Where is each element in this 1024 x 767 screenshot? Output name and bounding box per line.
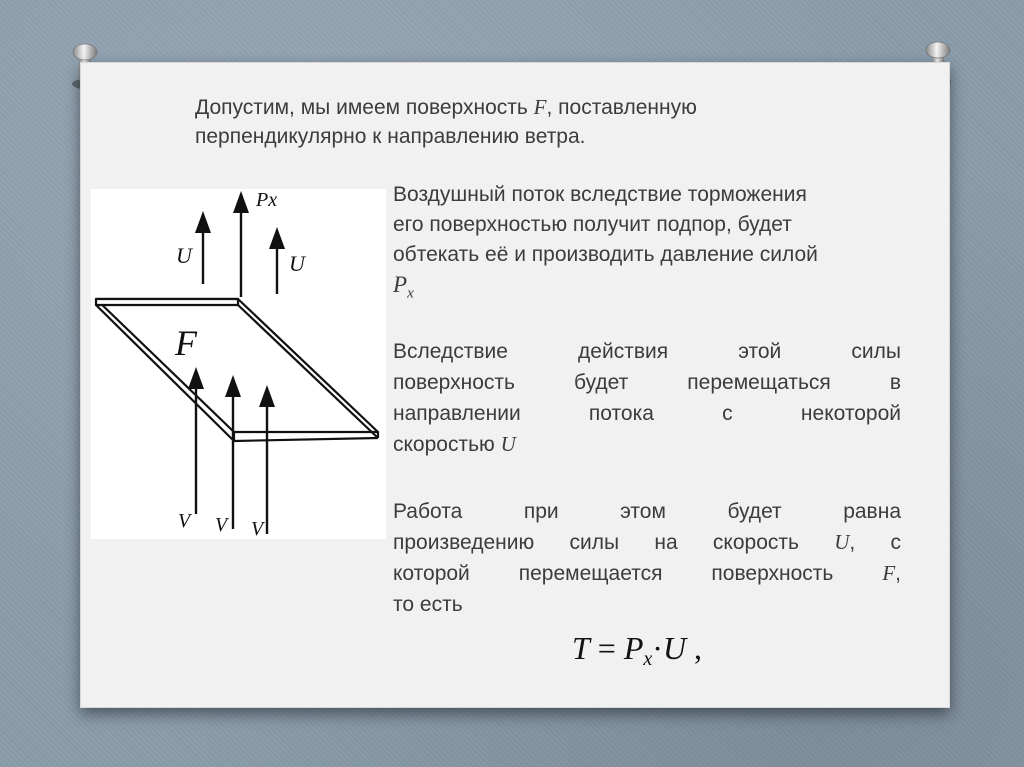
label-u-right: U [289,251,305,276]
work-formula [572,630,702,671]
formula-P: P [623,630,644,666]
wind-plate-figure [91,189,386,539]
var-F: F [533,95,547,119]
label-u-left: U [176,243,192,268]
intro-line2: перпендикулярно к направлению ветра. [195,125,586,148]
formula-equals: = [589,630,624,666]
paragraph-movement [393,336,901,460]
var-x: x [407,285,414,302]
para2-line4-text: скоростью [393,433,501,456]
formula-U: U [662,630,687,666]
para2-line1: Вследствие действия этой силы [393,340,901,363]
label-v-3: V [251,518,264,539]
para3-line1: Работа при этом будет равна [393,500,901,523]
para3-line3-tail: , [895,562,901,585]
plate [96,299,378,441]
var-Px [393,272,414,302]
para3-line3 [393,558,901,589]
label-px: Px [256,189,278,211]
para2-line2: поверхность будет перемещаться в [393,371,901,394]
para3-line4: то есть [393,593,463,616]
para1-line1: Воздушный поток вследствие торможения [393,183,807,206]
intro-line1: Допустим, мы имеем поверхность [195,96,534,119]
var-U: U [500,432,516,456]
para3-line2-text: произведению силы на скорость [393,531,835,554]
paragraph-work [393,496,901,620]
label-plate-f: F [175,323,197,363]
para2-line4 [393,429,901,460]
paragraph-air-flow [393,180,913,309]
para3-line2-tail: , с [849,531,902,554]
para1-line3: обтекать её и производить давление силой [393,243,818,266]
var-F: F [882,561,896,585]
para1-line2: его поверхностью получит подпор, будет [393,213,792,236]
para3-line3-text: которой перемещается поверхность [393,562,883,585]
label-v-2: V [215,514,228,536]
label-v-1: V [178,510,191,532]
var-P: P [393,272,408,297]
formula-comma: , [686,630,703,666]
intro-text [195,93,875,151]
diagram [91,189,386,539]
formula-dot: · [652,630,663,666]
para2-line3: направлении потока с некоторой [393,402,901,425]
var-U: U [834,530,850,554]
formula-T: T [572,630,590,666]
intro-line1-tail: , поставленную [546,96,697,119]
formula-x: x [643,648,653,670]
para3-line2 [393,527,901,558]
